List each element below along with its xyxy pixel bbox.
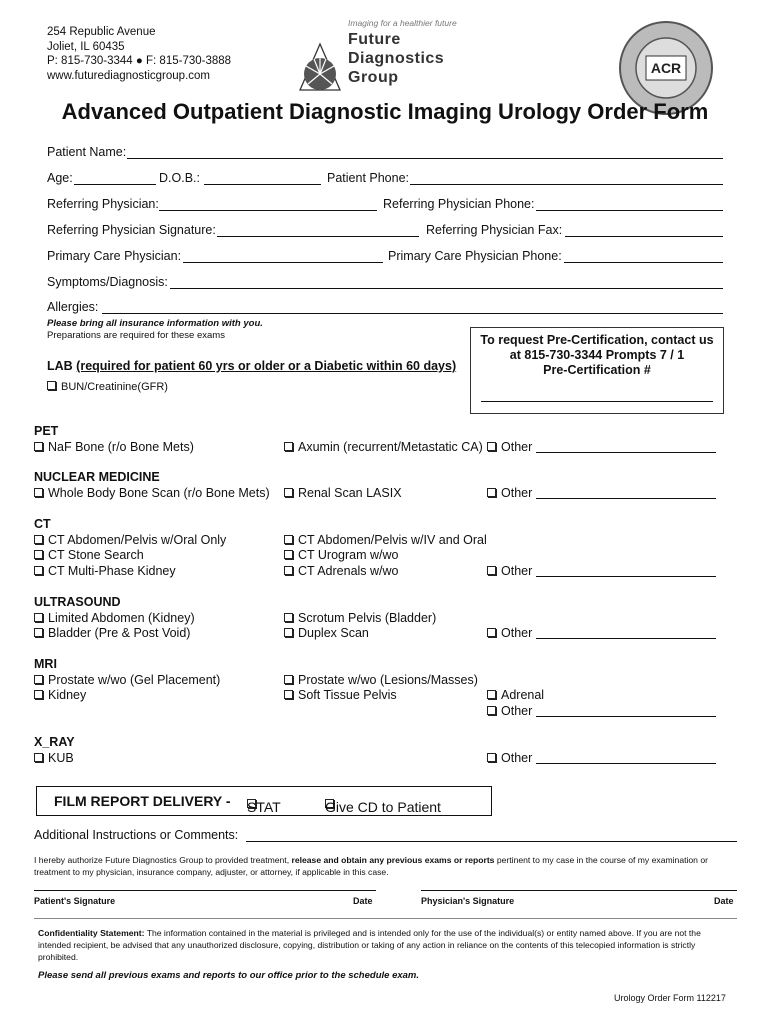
xray-other-option[interactable] — [487, 751, 716, 765]
checkbox-icon[interactable] — [284, 535, 293, 544]
phone-fax-line: P: 815-730-3344 ● F: 815-730-3888 — [47, 55, 232, 67]
form-id-footer: Urology Order Form 112217 — [614, 993, 726, 1003]
insurance-note: Please bring all insurance information with you. — [47, 318, 263, 329]
mri-prostate-lesions-label: Prostate w/wo (Lesions/Masses) — [298, 673, 478, 687]
checkbox-icon[interactable] — [34, 613, 43, 622]
checkbox-icon[interactable] — [34, 550, 43, 559]
nuc-bone-scan-option[interactable] — [34, 486, 270, 500]
ct-stone-search-option[interactable] — [34, 548, 144, 562]
ref-physician-sig-field[interactable] — [217, 223, 419, 237]
checkbox-icon[interactable] — [487, 706, 496, 715]
ct-oral-only-option[interactable] — [34, 533, 226, 547]
ct-multiphase-option[interactable] — [34, 564, 176, 578]
patient-signature-label: Patient's Signature — [34, 896, 116, 906]
divider — [34, 918, 737, 919]
us-duplex-label: Duplex Scan — [298, 626, 369, 640]
us-bladder-option[interactable] — [34, 626, 190, 640]
film-stat-label: STAT — [247, 799, 281, 815]
checkbox-icon[interactable] — [47, 381, 56, 390]
age-dob-phone-row — [47, 171, 723, 187]
checkbox-icon[interactable] — [34, 753, 43, 762]
confidentiality-label: Confidentiality Statement: — [38, 928, 145, 938]
nuc-other-field[interactable] — [536, 488, 716, 499]
company-logo — [290, 18, 500, 92]
checkbox-icon[interactable] — [34, 690, 43, 699]
checkbox-icon[interactable] — [284, 566, 293, 575]
logo-word-future: Future — [348, 31, 401, 48]
lab-label: LAB — [47, 359, 77, 373]
mri-other-field[interactable] — [536, 706, 716, 717]
checkbox-icon[interactable] — [34, 566, 43, 575]
logo-word-diagnostics: Diagnostics — [348, 50, 445, 67]
ct-iv-oral-option[interactable] — [284, 533, 487, 547]
dob-field[interactable] — [204, 171, 321, 185]
checkbox-icon[interactable] — [34, 675, 43, 684]
mri-other-option[interactable] — [487, 704, 716, 718]
xray-other-label: Other — [501, 751, 533, 765]
precert-number-field[interactable] — [481, 401, 713, 402]
us-limited-abdomen-option[interactable] — [34, 611, 195, 625]
checkbox-icon[interactable] — [284, 628, 293, 637]
patient-date-label: Date — [353, 896, 373, 906]
address-line-1: 254 Republic Avenue — [47, 26, 156, 38]
pcp-row — [47, 249, 723, 265]
checkbox-icon[interactable] — [487, 753, 496, 762]
confidentiality-statement — [38, 927, 728, 963]
mri-other-label: Other — [501, 704, 533, 718]
pcp-phone-field[interactable] — [564, 249, 723, 263]
checkbox-icon[interactable] — [284, 550, 293, 559]
precert-line-2: at 815-730-3344 Prompts 7 / 1 — [509, 348, 685, 362]
checkbox-icon[interactable] — [284, 488, 293, 497]
patient-signature-field[interactable] — [34, 890, 376, 891]
physician-signature-field[interactable] — [421, 890, 737, 891]
mri-kidney-label: Kidney — [48, 688, 87, 702]
allergies-label: Allergies: — [47, 300, 99, 314]
precert-line-1: To request Pre-Certification, contact us — [480, 333, 714, 347]
allergies-row — [47, 300, 723, 316]
ref-physician-label: Referring Physician: — [47, 197, 159, 211]
ct-oral-only-label: CT Abdomen/Pelvis w/Oral Only — [48, 533, 227, 547]
section-pet: PET — [34, 424, 59, 438]
checkbox-icon[interactable] — [284, 442, 293, 451]
seal-text: ACR — [650, 60, 682, 76]
ct-adrenals-option[interactable] — [284, 564, 399, 578]
us-scrotum-label: Scrotum Pelvis (Bladder) — [298, 611, 437, 625]
confidentiality-text: The information contained in the material is privileged and is intended only for the use of the individual(s) or entity named above. If you are not the intended recipient, be advised that any unauthorized disclosure, copying, distribution or taking of any action in reliance on the contents of this telecopied information is strictly prohibited. — [38, 928, 701, 962]
referring-row — [47, 197, 723, 213]
ct-urogram-option[interactable] — [284, 548, 398, 562]
precert-line-3: Pre-Certification # — [543, 363, 651, 377]
ref-signature-row — [47, 223, 723, 239]
xray-kub-option[interactable] — [34, 751, 74, 765]
section-xray: X_RAY — [34, 735, 75, 749]
xray-other-field[interactable] — [536, 753, 716, 764]
checkbox-icon[interactable] — [487, 690, 496, 699]
ct-multiphase-label: CT Multi-Phase Kidney — [48, 564, 176, 578]
ct-urogram-label: CT Urogram w/wo — [298, 548, 399, 562]
checkbox-icon[interactable] — [487, 488, 496, 497]
pet-other-label: Other — [501, 440, 533, 454]
pet-other-option[interactable] — [487, 440, 716, 454]
precert-box — [470, 327, 724, 414]
checkbox-icon[interactable] — [34, 628, 43, 637]
additional-instructions-label: Additional Instructions or Comments: — [34, 828, 239, 842]
checkbox-icon[interactable] — [284, 613, 293, 622]
film-cd-label: Give CD to Patient — [325, 799, 441, 815]
authorization-text-1: I hereby authorize Future Diagnostics Group to provided treatment, — [34, 855, 292, 865]
age-label: Age: — [47, 171, 73, 185]
lab-heading — [47, 359, 456, 373]
ref-physician-sig-label: Referring Physician Signature: — [47, 223, 216, 237]
us-other-field[interactable] — [536, 628, 716, 639]
lab-requirement: (required for patient 60 yrs or older or a Diabetic within 60 days) — [76, 359, 457, 373]
mri-adrenal-option[interactable] — [487, 688, 544, 702]
website-link[interactable]: www.futurediagnosticgroup.com — [47, 69, 210, 82]
checkbox-icon[interactable] — [487, 442, 496, 451]
authorization-text-bold: release and obtain any previous exams or reports — [291, 855, 495, 865]
section-mri: MRI — [34, 657, 57, 671]
mri-kidney-option[interactable] — [34, 688, 86, 702]
checkbox-icon[interactable] — [487, 566, 496, 575]
pet-axumin-option[interactable] — [284, 440, 483, 454]
ref-physician-fax-label: Referring Physician Fax: — [426, 223, 563, 237]
patient-name-row — [47, 145, 723, 161]
preparations-note: Preparations are required for these exams — [47, 330, 225, 341]
lab-bun-label: BUN/Creatinine(GFR) — [61, 381, 168, 393]
lab-bun-option[interactable] — [47, 381, 168, 393]
us-other-label: Other — [501, 626, 533, 640]
ref-physician-fax-field[interactable] — [565, 223, 723, 237]
ref-physician-phone-field[interactable] — [536, 197, 723, 211]
pet-naf-label: NaF Bone (r/o Bone Mets) — [48, 440, 194, 454]
patient-name-field[interactable] — [127, 145, 723, 159]
precert-text — [471, 333, 723, 378]
additional-instructions-row — [34, 828, 737, 844]
symptoms-field[interactable] — [170, 275, 723, 289]
patient-phone-field[interactable] — [410, 171, 723, 185]
symptoms-label: Symptoms/Diagnosis: — [47, 275, 168, 289]
physician-signature-label: Physician's Signature — [421, 896, 515, 906]
us-limited-abdomen-label: Limited Abdomen (Kidney) — [48, 611, 195, 625]
section-nuclear-medicine: NUCLEAR MEDICINE — [34, 470, 160, 484]
nuc-other-option[interactable] — [487, 486, 716, 500]
dob-label: D.O.B.: — [159, 171, 200, 185]
physician-date-label: Date — [714, 896, 734, 906]
nuc-renal-scan-option[interactable] — [284, 486, 402, 500]
additional-instructions-field[interactable] — [246, 828, 737, 842]
ct-iv-oral-label: CT Abdomen/Pelvis w/IV and Oral — [298, 533, 487, 547]
pcp-field[interactable] — [183, 249, 383, 263]
pcp-label: Primary Care Physician: — [47, 249, 182, 263]
ref-physician-field[interactable] — [159, 197, 377, 211]
clinic-address — [47, 25, 231, 83]
symptoms-row — [47, 275, 723, 291]
page-title: Advanced Outpatient Diagnostic Imaging Urology Order Form — [61, 99, 709, 124]
logo-word-group: Group — [348, 69, 399, 86]
ct-other-label: Other — [501, 564, 533, 578]
pcp-phone-label: Primary Care Physician Phone: — [388, 249, 562, 263]
mri-prostate-lesions-option[interactable] — [284, 673, 478, 687]
authorization-statement — [34, 854, 737, 878]
nuc-other-label: Other — [501, 486, 533, 500]
nuc-renal-scan-label: Renal Scan LASIX — [298, 486, 402, 500]
checkbox-icon[interactable] — [34, 488, 43, 497]
mri-prostate-gel-label: Prostate w/wo (Gel Placement) — [48, 673, 221, 687]
pet-other-field[interactable] — [536, 442, 716, 453]
send-exams-note: Please send all previous exams and reports to our office prior to the schedule exam. — [38, 970, 420, 981]
mri-prostate-gel-option[interactable] — [34, 673, 220, 687]
us-other-option[interactable] — [487, 626, 716, 640]
logo-sunburst-icon — [290, 28, 350, 102]
mri-soft-tissue-option[interactable] — [284, 688, 397, 702]
allergies-field[interactable] — [102, 300, 723, 314]
nuc-bone-scan-label: Whole Body Bone Scan (r/o Bone Mets) — [48, 486, 270, 500]
us-scrotum-option[interactable] — [284, 611, 436, 625]
section-ultrasound: ULTRASOUND — [34, 595, 121, 609]
us-bladder-label: Bladder (Pre & Post Void) — [48, 626, 191, 640]
logo-tagline: Imaging for a healthier future — [348, 18, 457, 28]
ref-physician-phone-label: Referring Physician Phone: — [383, 197, 535, 211]
mri-adrenal-label: Adrenal — [501, 688, 545, 702]
checkbox-icon[interactable] — [284, 690, 293, 699]
checkbox-icon[interactable] — [284, 675, 293, 684]
checkbox-icon[interactable] — [34, 535, 43, 544]
patient-name-label: Patient Name: — [47, 145, 127, 159]
ct-stone-search-label: CT Stone Search — [48, 548, 144, 562]
ct-other-option[interactable] — [487, 564, 716, 578]
checkbox-icon[interactable] — [34, 442, 43, 451]
checkbox-icon[interactable] — [487, 628, 496, 637]
film-report-delivery-box — [36, 786, 492, 816]
ct-other-field[interactable] — [536, 566, 716, 577]
us-duplex-option[interactable] — [284, 626, 369, 640]
ct-adrenals-label: CT Adrenals w/wo — [298, 564, 399, 578]
film-report-label: FILM REPORT DELIVERY - — [54, 793, 231, 809]
age-field[interactable] — [74, 171, 156, 185]
mri-soft-tissue-label: Soft Tissue Pelvis — [298, 688, 397, 702]
authorization-text-2: pertinent to my case in the course of my examination or treatment to my physician, insurance company, adjuster, or attorney, if applicable in this case. — [34, 855, 708, 877]
pet-axumin-label: Axumin (recurrent/Metastatic CA) — [298, 440, 483, 454]
xray-kub-label: KUB — [48, 751, 74, 765]
patient-phone-label: Patient Phone: — [327, 171, 410, 185]
section-ct: CT — [34, 517, 51, 531]
pet-naf-option[interactable] — [34, 440, 194, 454]
address-line-2: Joliet, IL 60435 — [47, 40, 125, 53]
